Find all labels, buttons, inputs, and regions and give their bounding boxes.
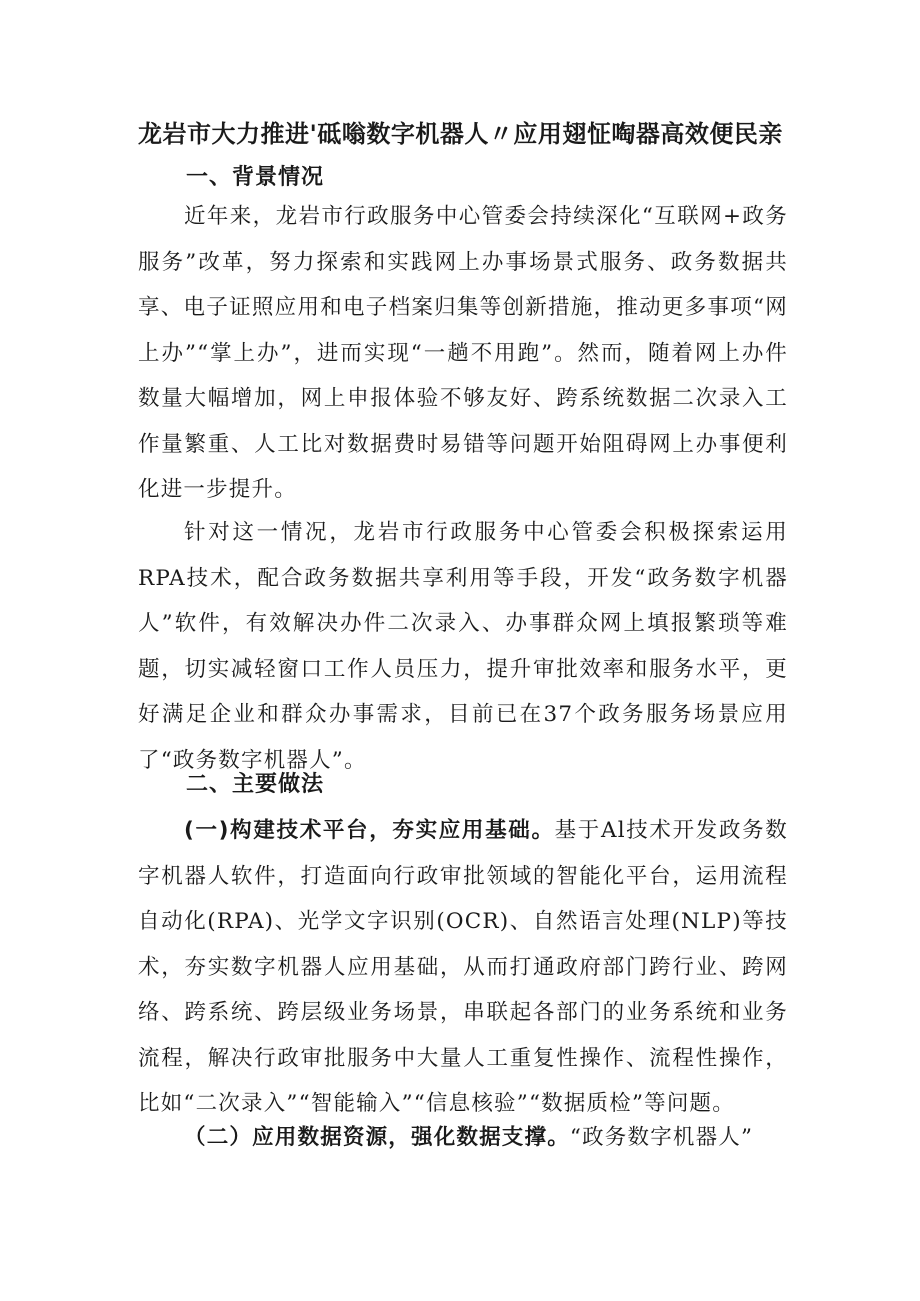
- paragraph-lead-tech-platform: (一)构建技术平台，夯实应用基础。: [184, 818, 555, 843]
- document-title: 龙岩市大力推进'砥嗡数字机器人〃应用翅怔啕器高效便民亲: [138, 120, 783, 148]
- paragraph-body-tech-platform: 基于Al技术开发政务数字机器人软件，打造面向行政审批领域的智能化平台，运用流程自动化(RPA)、光学文字识别(OCR)、自然语言处理(NLP)等技术，夯实数字机器人应用基础，从而打通政府部门跨行业、跨网络、跨系统、跨层级业务场景，串联起各部门的业务系统和业务流程，解决行政审批服务中大量人工重复性操作、流程性操作，比如“二次录入”“智能输入”“信息核验”“数据质检”等问题。: [138, 818, 788, 1116]
- paragraph-background-2: 针对这一情况，龙岩市行政服务中心管委会积极探索运用RPA技术，配合政务数据共享利用等手段，开发“政务数字机器人”软件，有效解决办件二次录入、办事群众网上填报繁琐等难题，切实减轻窗口工作人员压力，提升审批效率和服务水平，更好满足企业和群众办事需求，目前已在37个政务服务场景应用了“政务数字机器人”。: [138, 520, 788, 773]
- paragraph-tech-platform: [138, 808, 788, 1127]
- paragraph-background-1: 近年来，龙岩市行政服务中心管委会持续深化“互联网+政务服务”改革，努力探索和实践网上办事场景式服务、政务数据共享、电子证照应用和电子档案归集等创新措施，推动更多事项“网上办”“掌上办”，进而实现“一趟不用跑”。然而，随着网上办件数量大幅增加，网上申报体验不够友好、跨系统数据二次录入工作量繁重、人工比对数据费时易错等问题开始阻碍网上办事便利化进一步提升。: [138, 204, 788, 502]
- paragraph-lead-data-resources: （二）应用数据资源，强化数据支撑。: [184, 1125, 570, 1150]
- section-heading-main-practices: 二、主要做法: [186, 772, 325, 797]
- paragraph-body-data-resources: “政务数字机器人”: [569, 1125, 754, 1150]
- paragraph-data-resources: [138, 1115, 788, 1161]
- section-heading-background: 一、背景情况: [186, 165, 325, 190]
